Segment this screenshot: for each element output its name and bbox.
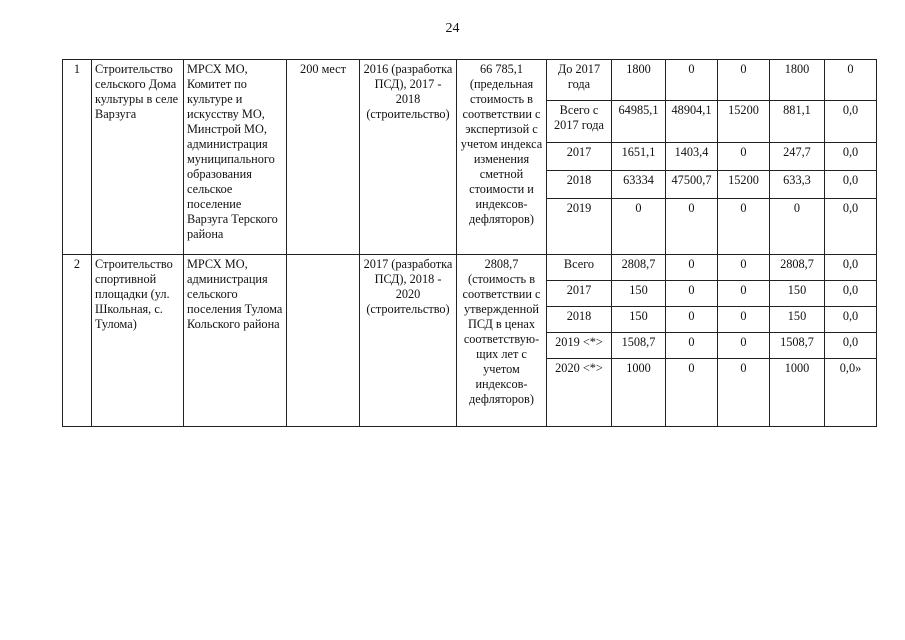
year-cell: 2017 (547, 281, 612, 307)
fed-cell: 47500,7 (666, 171, 718, 199)
local-cell: 0 (770, 199, 825, 255)
total-cell: 2808,7 (612, 255, 666, 281)
local-cell: 247,7 (770, 143, 825, 171)
reg-cell: 15200 (718, 171, 770, 199)
reg-cell: 0 (718, 255, 770, 281)
fed-cell: 0 (666, 255, 718, 281)
year-cell: 2018 (547, 307, 612, 333)
local-cell: 633,3 (770, 171, 825, 199)
total-cell: 64985,1 (612, 101, 666, 143)
project-cost: 2808,7 (стоимость в соответствии с утвержденной ПСД в ценах соответствую-щих лет с учетом индексов-дефляторов) (457, 255, 547, 427)
project-name: Строительство сельского Дома культуры в селе Варзуга (92, 60, 184, 255)
fed-cell: 48904,1 (666, 101, 718, 143)
year-cell: До 2017 года (547, 60, 612, 101)
other-cell: 0,0 (825, 199, 877, 255)
year-cell: Всего с 2017 года (547, 101, 612, 143)
reg-cell: 0 (718, 60, 770, 101)
total-cell: 150 (612, 307, 666, 333)
table-row (63, 255, 877, 281)
total-cell: 1651,1 (612, 143, 666, 171)
reg-cell: 0 (718, 143, 770, 171)
fed-cell: 0 (666, 333, 718, 359)
other-cell: 0,0 (825, 281, 877, 307)
total-cell: 150 (612, 281, 666, 307)
reg-cell: 0 (718, 199, 770, 255)
other-cell: 0 (825, 60, 877, 101)
other-cell: 0,0 (825, 307, 877, 333)
reg-cell: 15200 (718, 101, 770, 143)
year-cell: 2018 (547, 171, 612, 199)
other-cell: 0,0 (825, 171, 877, 199)
fed-cell: 1403,4 (666, 143, 718, 171)
fed-cell: 0 (666, 199, 718, 255)
other-cell: 0,0 (825, 333, 877, 359)
other-cell: 0,0 (825, 101, 877, 143)
table-row (63, 60, 877, 101)
project-capacity: 200 мест (287, 60, 360, 255)
local-cell: 881,1 (770, 101, 825, 143)
reg-cell: 0 (718, 359, 770, 427)
project-cost: 66 785,1 (предельная стоимость в соответствии с экспертизой с учетом индекса изменения сметной стоимости и индексов-дефляторов) (457, 60, 547, 255)
local-cell: 2808,7 (770, 255, 825, 281)
local-cell: 1800 (770, 60, 825, 101)
local-cell: 150 (770, 281, 825, 307)
year-cell: 2020 <*> (547, 359, 612, 427)
reg-cell: 0 (718, 307, 770, 333)
reg-cell: 0 (718, 281, 770, 307)
row-number: 2 (63, 255, 92, 427)
project-period: 2017 (разработка ПСД), 2018 - 2020 (строительство) (360, 255, 457, 427)
other-cell: 0,0 (825, 143, 877, 171)
total-cell: 1000 (612, 359, 666, 427)
fed-cell: 0 (666, 359, 718, 427)
page-number: 24 (445, 21, 460, 36)
total-cell: 1800 (612, 60, 666, 101)
local-cell: 1000 (770, 359, 825, 427)
reg-cell: 0 (718, 333, 770, 359)
local-cell: 150 (770, 307, 825, 333)
fed-cell: 0 (666, 307, 718, 333)
project-capacity (287, 255, 360, 427)
total-cell: 63334 (612, 171, 666, 199)
other-cell: 0,0» (825, 359, 877, 427)
fed-cell: 0 (666, 60, 718, 101)
year-cell: 2019 <*> (547, 333, 612, 359)
row-number: 1 (63, 60, 92, 255)
funding-table (62, 59, 877, 427)
project-period: 2016 (разработка ПСД), 2017 - 2018 (строительство) (360, 60, 457, 255)
other-cell: 0,0 (825, 255, 877, 281)
year-cell: Всего (547, 255, 612, 281)
project-name: Строительство спортивной площадки (ул. Школьная, с. Тулома) (92, 255, 184, 427)
project-executors: МРСХ МО, Комитет по культуре и искусству МО, Минстрой МО, администрация муниципального образования сельское поселение Варзуга Терского района (184, 60, 287, 255)
local-cell: 1508,7 (770, 333, 825, 359)
year-cell: 2019 (547, 199, 612, 255)
project-executors: МРСХ МО, администрация сельского поселения Тулома Кольского района (184, 255, 287, 427)
fed-cell: 0 (666, 281, 718, 307)
year-cell: 2017 (547, 143, 612, 171)
total-cell: 1508,7 (612, 333, 666, 359)
total-cell: 0 (612, 199, 666, 255)
